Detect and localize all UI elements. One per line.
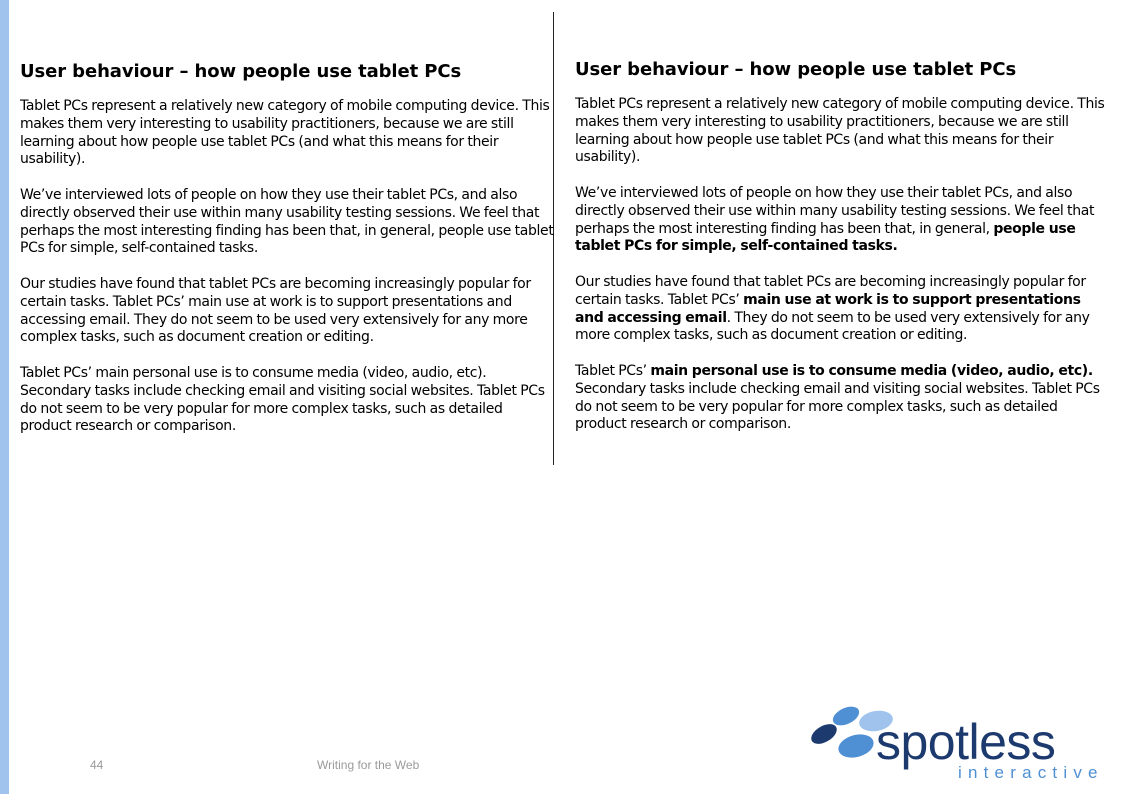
left-column-title: User behaviour – how people use tablet PCs [20,61,462,82]
right-column [575,58,1110,452]
left-paragraphs [20,98,555,436]
text-run: We’ve interviewed lots of people on how they use their tablet PCs, and also directly observed their use within many usability testing sessions. We feel that perhaps the most interesting finding has been that, in general, [575,184,1095,237]
bold-text-run: main use at work is to support presentations and accessing email [575,291,1081,326]
text-run: . They do not seem to be used very extensively for any more complex tasks, such as document creation or editing. [575,309,1090,344]
text-run: Tablet PCs represent a relatively new category of mobile computing device. This makes them very interesting to usability practitioners, because we are still learning about how people use tablet PCs (and what this means for their usability). [20,98,550,168]
text-run: Tablet PCs’ main personal use is to consume media (video, audio, etc). Secondary tasks include checking email and visiting social websites. Tablet PCs do not seem to be very popular for more complex tasks, such as detailed product research or comparison. [20,364,545,435]
text-run: Tablet PCs represent a relatively new category of mobile computing device. This makes them very interesting to usability practitioners, because we are still learning about how people use tablet PCs (and what this means for their usability). [575,96,1105,166]
bold-text-run: main personal use is to consume media (video, audio, etc). [650,362,1093,379]
right-paragraph-4 [575,363,1110,434]
text-run: We’ve interviewed lots of people on how they use their tablet PCs, and also directly observed their use within many usability testing sessions. We feel that perhaps the most interesting finding has been that, in general, people use tablet PCs for simple, self-contained tasks. [20,186,554,257]
left-paragraph-1 [20,98,555,169]
text-run: Our studies have found that tablet PCs are becoming increasingly popular for certain tasks. Tablet PCs’ main use at work is to support presentations and accessing email. They do not seem to be used very extensively for any more complex tasks, such as document creation or editing. [20,275,531,346]
left-column [20,60,555,454]
spotless-logo [806,700,1116,788]
left-paragraph-2 [20,187,555,258]
right-paragraph-2 [575,185,1110,256]
right-paragraphs [575,96,1110,434]
page-number: 44 [90,758,104,772]
text-run: Secondary tasks include checking email and visiting social websites. Tablet PCs do not seem to be very popular for more complex tasks, such as detailed product research or comparison. [575,380,1100,433]
logo-wordmark: spotless [876,714,1056,770]
right-paragraph-3 [575,274,1110,345]
right-column-title: User behaviour – how people use tablet PCs [575,59,1017,80]
text-run: Our studies have found that tablet PCs are becoming increasingly popular for certain tasks. Tablet PCs’ [575,273,1086,308]
logo-subtitle: interactive [958,763,1104,782]
left-paragraph-4 [20,365,555,436]
right-paragraph-1 [575,96,1110,167]
left-accent-bar [0,0,9,794]
text-run: Tablet PCs’ [575,362,651,379]
left-paragraph-3 [20,276,555,347]
footer-document-title: Writing for the Web [317,758,420,772]
bold-text-run: people use tablet PCs for simple, self-contained tasks. [575,220,1076,255]
